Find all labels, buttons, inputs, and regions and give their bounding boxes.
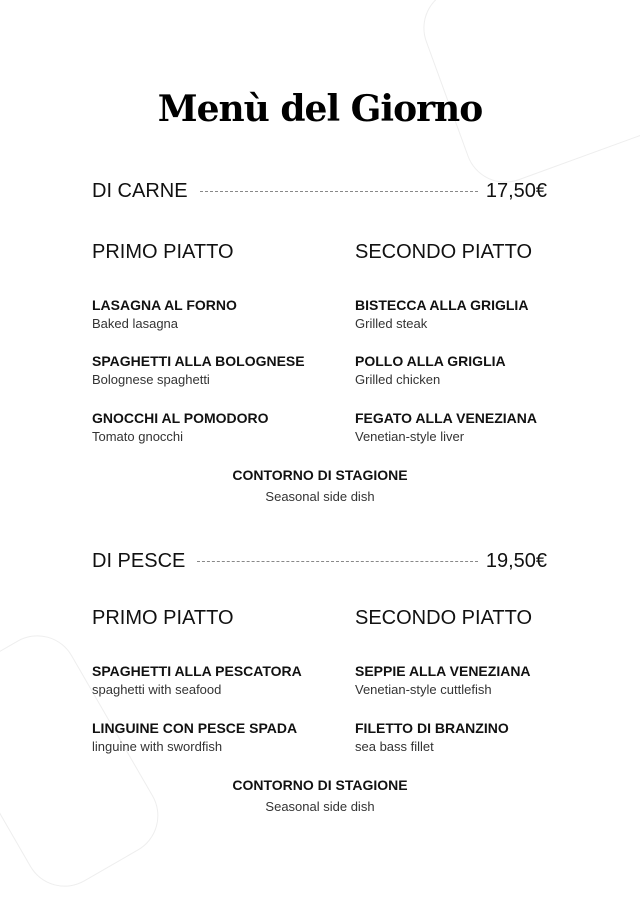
item-description: Venetian-style liver bbox=[355, 429, 465, 444]
menu-item bbox=[355, 410, 605, 444]
item-description: sea bass fillet bbox=[355, 739, 434, 754]
item-name: BISTECCA ALLA GRIGLIA bbox=[355, 297, 529, 313]
item-name: GNOCCHI AL POMODORO bbox=[92, 410, 269, 426]
item-description: Venetian-style cuttlefish bbox=[355, 682, 492, 697]
menu-item bbox=[355, 663, 605, 697]
item-description: Seasonal side dish bbox=[265, 799, 375, 814]
menu-item bbox=[92, 297, 342, 331]
item-description: linguine with swordfish bbox=[92, 739, 223, 754]
item-name: LASAGNA AL FORNO bbox=[92, 297, 237, 313]
item-description: Grilled chicken bbox=[355, 372, 441, 387]
item-name: CONTORNO DI STAGIONE bbox=[232, 777, 408, 793]
item-name: SPAGHETTI ALLA PESCATORA bbox=[92, 663, 302, 679]
menu-item bbox=[355, 297, 605, 331]
section-name: DI CARNE bbox=[92, 180, 188, 202]
section-price: 17,50€ bbox=[485, 180, 547, 202]
item-description: spaghetti with seafood bbox=[92, 682, 222, 697]
menu-item bbox=[355, 720, 605, 754]
page-title: Menù del Giorno bbox=[157, 88, 483, 130]
item-name: SPAGHETTI ALLA BOLOGNESE bbox=[92, 353, 305, 369]
item-name: SEPPIE ALLA VENEZIANA bbox=[355, 663, 531, 679]
section-header-pesce bbox=[92, 550, 547, 573]
course-heading-primo: PRIMO PIATTO bbox=[92, 607, 234, 629]
item-description: Bolognese spaghetti bbox=[92, 372, 210, 387]
menu-item bbox=[92, 410, 342, 444]
course-heading-primo: PRIMO PIATTO bbox=[92, 241, 234, 263]
item-description: Baked lasagna bbox=[92, 316, 179, 331]
course-heading-secondo: SECONDO PIATTO bbox=[355, 607, 533, 629]
course-heading-secondo: SECONDO PIATTO bbox=[355, 241, 533, 263]
item-name: CONTORNO DI STAGIONE bbox=[232, 467, 408, 483]
item-name: FEGATO ALLA VENEZIANA bbox=[355, 410, 537, 426]
contorno-item bbox=[0, 777, 640, 814]
item-description: Tomato gnocchi bbox=[92, 429, 184, 444]
item-description: Seasonal side dish bbox=[265, 489, 375, 504]
dotted-leader bbox=[197, 561, 477, 562]
section-price: 19,50€ bbox=[485, 550, 547, 572]
menu-item bbox=[355, 353, 605, 387]
dotted-leader bbox=[200, 191, 478, 192]
section-name: DI PESCE bbox=[92, 550, 186, 572]
menu-item bbox=[92, 720, 342, 754]
contorno-item bbox=[0, 467, 640, 504]
item-name: POLLO ALLA GRIGLIA bbox=[355, 353, 506, 369]
menu-item bbox=[92, 353, 342, 387]
item-description: Grilled steak bbox=[355, 316, 428, 331]
item-name: LINGUINE CON PESCE SPADA bbox=[92, 720, 298, 736]
menu-item bbox=[92, 663, 342, 697]
item-name: FILETTO DI BRANZINO bbox=[355, 720, 509, 736]
section-header-carne bbox=[92, 180, 547, 203]
